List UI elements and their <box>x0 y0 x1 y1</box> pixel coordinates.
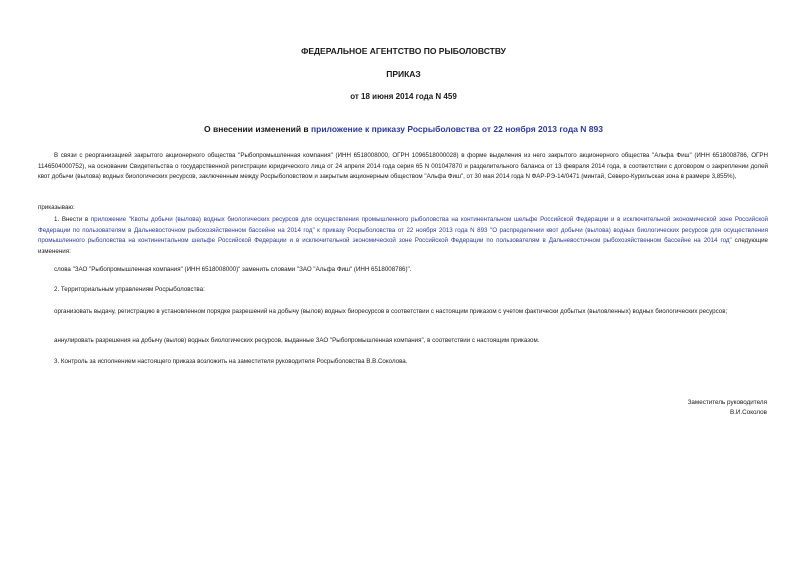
item-2a-paragraph: организовать выдачу, регистрацию в установленном порядке разрешений на добычу (вылов) водных биоресурсов в соответствии с настоящим приказом с учетом фактически добытых (выловленных) водных биологических ресурсов; <box>54 308 728 315</box>
signature-name: В.И.Соколов <box>729 409 767 416</box>
item-2b-paragraph: аннулировать разрешения на добычу (вылов) водных биологических ресурсов, выданные ЗАО "Рыбопромышленная компания", в соответствии с настоящим приказом. <box>54 337 540 344</box>
orders-label: приказываю: <box>38 204 75 211</box>
item-1-link[interactable]: приложение "Квоты добычи (вылова) водных биологических ресурсов для осуществления промышленного рыболовства на континентальном шельфе Российской Федерации и в исключительной экономической зоне Российской Федерации по пользователям в Дальневосточном рыбохозяйственном бассейне на 2014 год" к приказу Росрыболовства от 22 ноября 2013 года N 893 "О распределении квот добычи (вылова) водных биологических ресурсов для осуществления промышленного рыболовства на континентальном шельфе Российской Федерации и в исключительной экономической зоне Российской Федерации по пользователям в Дальневосточном рыбохозяйственном бассейне на 2014 год" <box>38 216 768 245</box>
item-1-paragraph <box>38 215 768 257</box>
item-2-paragraph: 2. Территориальным управлениям Росрыболовства: <box>54 286 205 293</box>
document-title <box>0 124 807 134</box>
document-type: ПРИКАЗ <box>386 69 421 79</box>
title-link[interactable]: приложение к приказу Росрыболовства от 22 ноября 2013 года N 893 <box>311 124 603 134</box>
title-prefix: О внесении изменений в <box>204 124 311 134</box>
replacement-paragraph: слова "ЗАО "Рыбопромышленная компания" (ИНН 6518008000)" заменить словами "ЗАО "Альфа Фиш" (ИНН 6518008786)". <box>54 266 412 273</box>
item-1-prefix: 1. Внести в <box>54 216 91 223</box>
item-1-suffix: следующие изменения: <box>38 237 768 255</box>
signature-position: Заместитель руководителя <box>687 399 767 406</box>
intro-paragraph: В связи с реорганизацией закрытого акционерного общества "Рыбопромышленная компания" (ИНН 6518008000, ОГРН 1096518000028) в форме выделения из него закрытого акционерного общества "Альфа Фиш" (ИНН 6518008786, ОГРН 1146504000752), на основании Свидетельства о государственной регистрации юридического лица от 24 апреля 2014 года серия 65 N 001047870 и разделительного баланса от 13 февраля 2014 года, в соответствии с договором о закреплении долей квот добычи (вылова) водных биологических ресурсов, заключенным между Росрыболовством и закрытым акционерным обществом "Альфа Фиш", от 30 мая 2014 года N ФАР-РЭ-14/0471 (минтай, Северо-Курильская зона в размере 3,855%), <box>38 152 768 181</box>
item-3-paragraph: 3. Контроль за исполнением настоящего приказа возложить на заместителя руководителя Росрыболовства В.В.Соколова. <box>54 358 408 365</box>
agency-name: ФЕДЕРАЛЬНОЕ АГЕНТСТВО ПО РЫБОЛОВСТВУ <box>301 46 506 56</box>
document-date-number: от 18 июня 2014 года N 459 <box>350 92 457 101</box>
